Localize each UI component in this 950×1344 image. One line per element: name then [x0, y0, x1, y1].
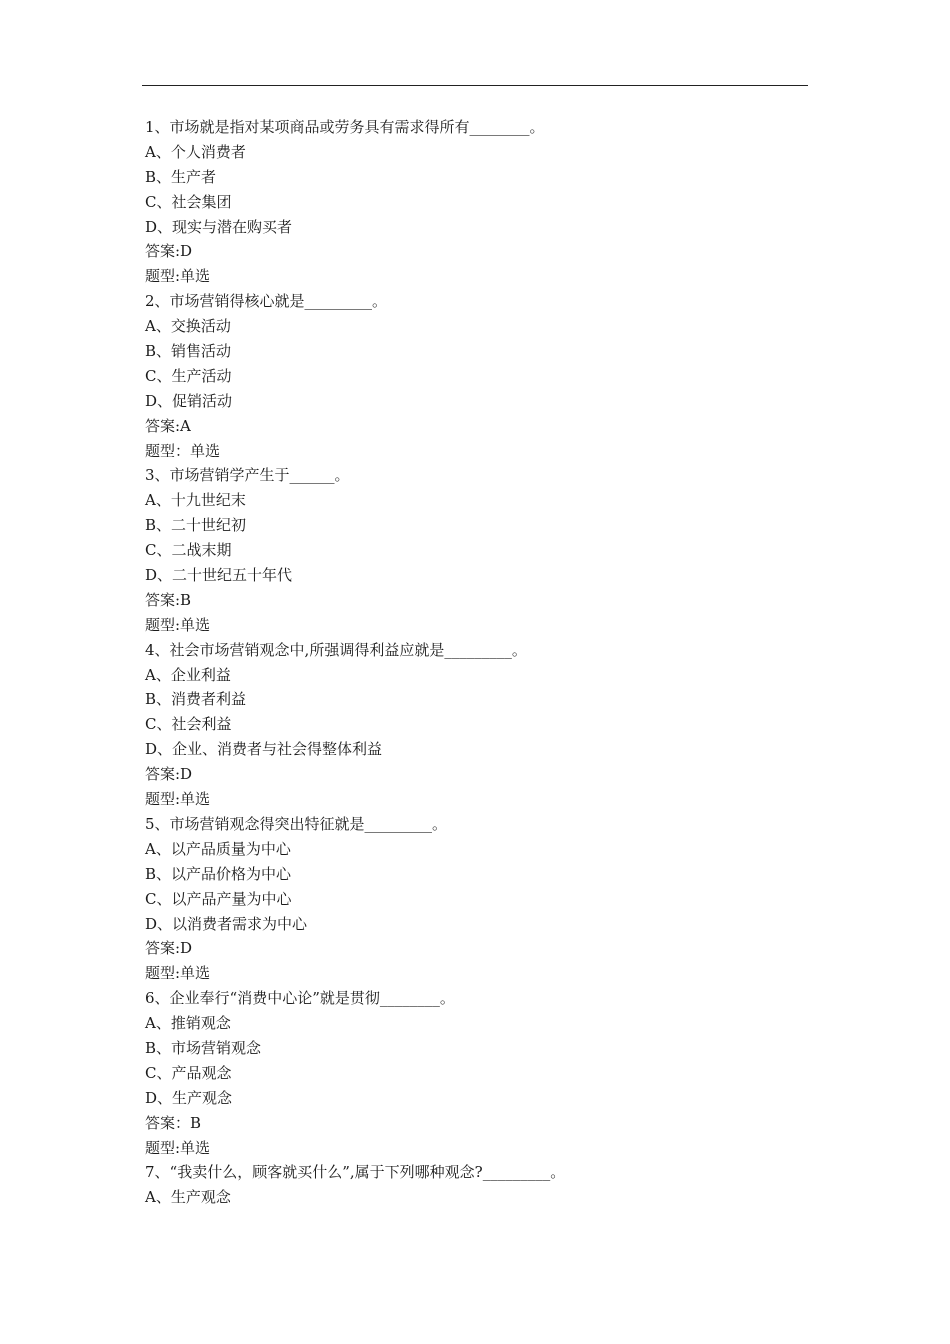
text-line: 题型:单选 [145, 790, 211, 809]
text-line: 7、“我卖什么，顾客就买什么”,属于下列哪种观念?_________。 [145, 1163, 566, 1182]
text-line: A、以产品质量为中心 [145, 839, 291, 858]
text-line: 4、社会市场营销观念中,所强调得利益应就是_________。 [145, 640, 527, 659]
text-line: 答案:D [145, 765, 193, 784]
text-line: 2、市场营销得核心就是_________。 [145, 292, 388, 311]
text-line: 题型：单选 [145, 441, 221, 460]
text-line: A、生产观念 [145, 1188, 231, 1207]
text-line: C、产品观念 [145, 1063, 232, 1082]
text-line: C、二战末期 [145, 541, 232, 560]
text-line: 3、市场营销学产生于______。 [145, 466, 350, 485]
text-line: 答案:D [145, 242, 193, 261]
text-line: 题型:单选 [145, 267, 211, 286]
text-line: A、十九世纪末 [145, 491, 246, 510]
text-line: D、促销活动 [145, 391, 233, 410]
text-line: A、个人消费者 [145, 142, 246, 161]
text-line: B、以产品价格为中心 [145, 864, 292, 883]
text-line: D、生产观念 [145, 1088, 233, 1107]
text-line: A、推销观念 [145, 1014, 231, 1033]
text-line: 6、企业奉行“消费中心论”就是贯彻________。 [145, 989, 455, 1008]
text-line: 答案:D [145, 939, 193, 958]
text-line: 答案:B [145, 590, 192, 609]
text-line: B、消费者利益 [145, 690, 247, 709]
text-line: C、以产品产量为中心 [145, 889, 292, 908]
text-line: C、社会利益 [145, 715, 232, 734]
text-line: B、市场营销观念 [145, 1038, 262, 1057]
text-line: 题型:单选 [145, 1138, 211, 1157]
text-line: 1、市场就是指对某项商品或劳务具有需求得所有________。 [145, 118, 545, 136]
text-line: 题型:单选 [145, 964, 211, 983]
question-list [145, 115, 805, 1210]
text-line: D、企业、消费者与社会得整体利益 [145, 740, 383, 759]
text-line: 题型:单选 [145, 615, 211, 634]
text-line: B、销售活动 [145, 342, 232, 361]
text-line: C、生产活动 [145, 366, 232, 385]
text-line: B、生产者 [145, 167, 217, 186]
text-line: C、社会集团 [145, 192, 232, 211]
text-line: 答案：B [145, 1113, 202, 1132]
text-line: 5、市场营销观念得突出特征就是_________。 [145, 814, 448, 833]
text-line: A、交换活动 [145, 317, 231, 336]
text-line: D、现实与潜在购买者 [145, 217, 293, 236]
header-rule [142, 85, 808, 86]
text-line: B、二十世纪初 [145, 516, 247, 535]
text-line: D、二十世纪五十年代 [145, 566, 293, 585]
text-line: 答案:A [145, 416, 191, 435]
text-line: A、企业利益 [145, 665, 231, 684]
text-line: D、以消费者需求为中心 [145, 914, 308, 933]
